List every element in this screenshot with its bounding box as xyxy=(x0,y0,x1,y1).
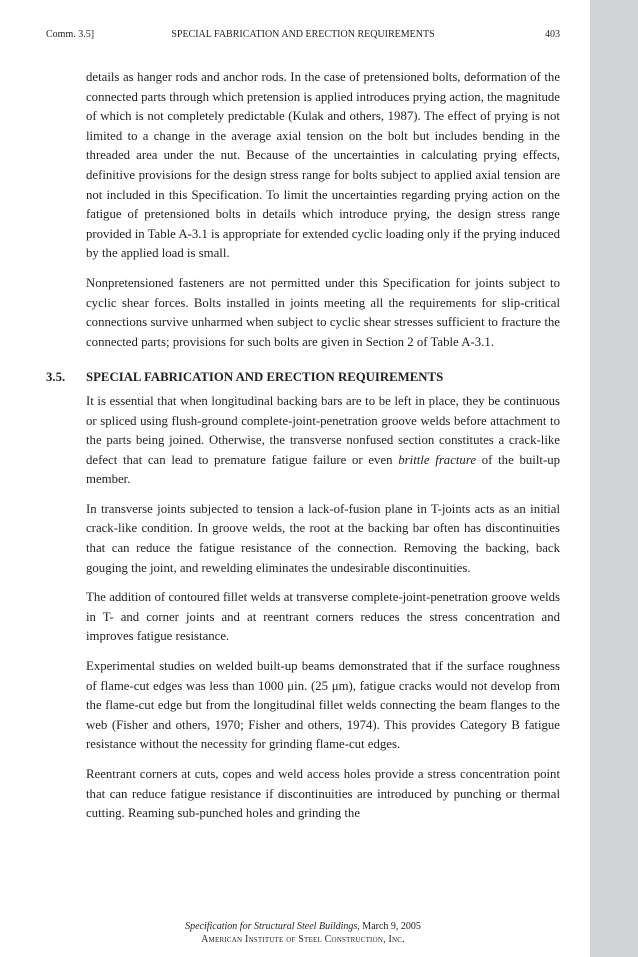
running-footer xyxy=(46,920,560,946)
header-title: SPECIAL FABRICATION AND ERECTION REQUIREMENTS xyxy=(171,29,435,40)
page-number: 403 xyxy=(545,29,560,40)
paragraph: details as hanger rods and anchor rods. In the case of pretensioned bolts, deformation of the connected parts through which pretension is applied introduces prying action, the magnitude of which is not completely predictable (Kulak and others, 1987). The effect of prying is not limited to a change in the average axial tension on the bolt but includes bending in the threaded area under the nut. Because of the uncertainties in calculating prying effects, definitive provisions for the design stress range for bolts subject to applied axial tension are not included in this Specification. To limit the uncertainties regarding prying action on the fatigue of pretensioned bolts in details which introduce prying, the design stress range provided in Table A-3.1 is appropriate for extended cyclic loading only if the prying induced by the applied load is small. xyxy=(86,70,560,261)
paragraph: The addition of contoured fillet welds at transverse complete-joint-penetration groove welds in T- and corner joints and at reentrant corners reduces the stress concentration and improves fatigue resistance. xyxy=(86,590,560,644)
footer-line-1 xyxy=(46,920,560,933)
footer-spec-title: Specification for Structural Steel Buildings, xyxy=(185,921,360,932)
paragraph-text: of the built-up member. xyxy=(86,452,561,487)
emphasis-term: brittle fracture xyxy=(398,452,477,467)
page-margin-band xyxy=(590,0,638,957)
running-header xyxy=(46,28,560,42)
paragraph: Reentrant corners at cuts, copes and weld access holes provide a stress concentration point that can reduce fatigue resistance if discontinuities are introduced by punching or thermal cutting. Reaming sub-punched holes and grinding the xyxy=(86,767,560,821)
page-body xyxy=(46,68,561,834)
footer-date: March 9, 2005 xyxy=(362,921,421,932)
header-section-ref: Comm. 3.5] xyxy=(46,29,95,40)
section-title: SPECIAL FABRICATION AND ERECTION REQUIREMENTS xyxy=(86,370,444,385)
paragraph: In transverse joints subjected to tension a lack-of-fusion plane in T-joints acts as an initial crack-like condition. In groove welds, the root at the backing bar often has discontinuities that can reduce the fatigue resistance of the connection. Removing the backing, back gouging the joint, and rewelding eliminates the undesirable discontinuities. xyxy=(86,501,560,575)
paragraph-text: It is essential that when longitudinal backing bars are to be left in place, they be continuous or spliced using flush-ground complete-joint-penetration groove welds before attachment to the parts being joined. Otherwise, the transverse nonfused section constitutes a crack-like defect that can lead to premature fatigue failure or even xyxy=(86,393,560,467)
section-heading xyxy=(46,368,560,388)
paragraph: Experimental studies on welded built-up beams demonstrated that if the surface roughness of flame-cut edges was less than 1000 μin. (25 μm), fatigue cracks would not develop from the flame-cut edge but from the longitudinal fillet welds connecting the beam flanges to the web (Fisher and others, 1970; Fisher and others, 1974). This provides Category B fatigue resistance without the necessity for grinding flame-cut edges. xyxy=(86,659,560,752)
paragraph: Nonpretensioned fasteners are not permitted under this Specification for joints subject to cyclic shear forces. Bolts installed in joints meeting all the requirements for slip-critical connections survive unharmed when subject to cyclic shear stresses sufficient to fracture the connected parts; provisions for such bolts are given in Section 2 of Table A-3.1. xyxy=(86,275,560,349)
footer-publisher: American Institute of Steel Construction, Inc. xyxy=(201,934,405,945)
section-number: 3.5. xyxy=(46,370,66,385)
paragraph xyxy=(86,392,560,490)
